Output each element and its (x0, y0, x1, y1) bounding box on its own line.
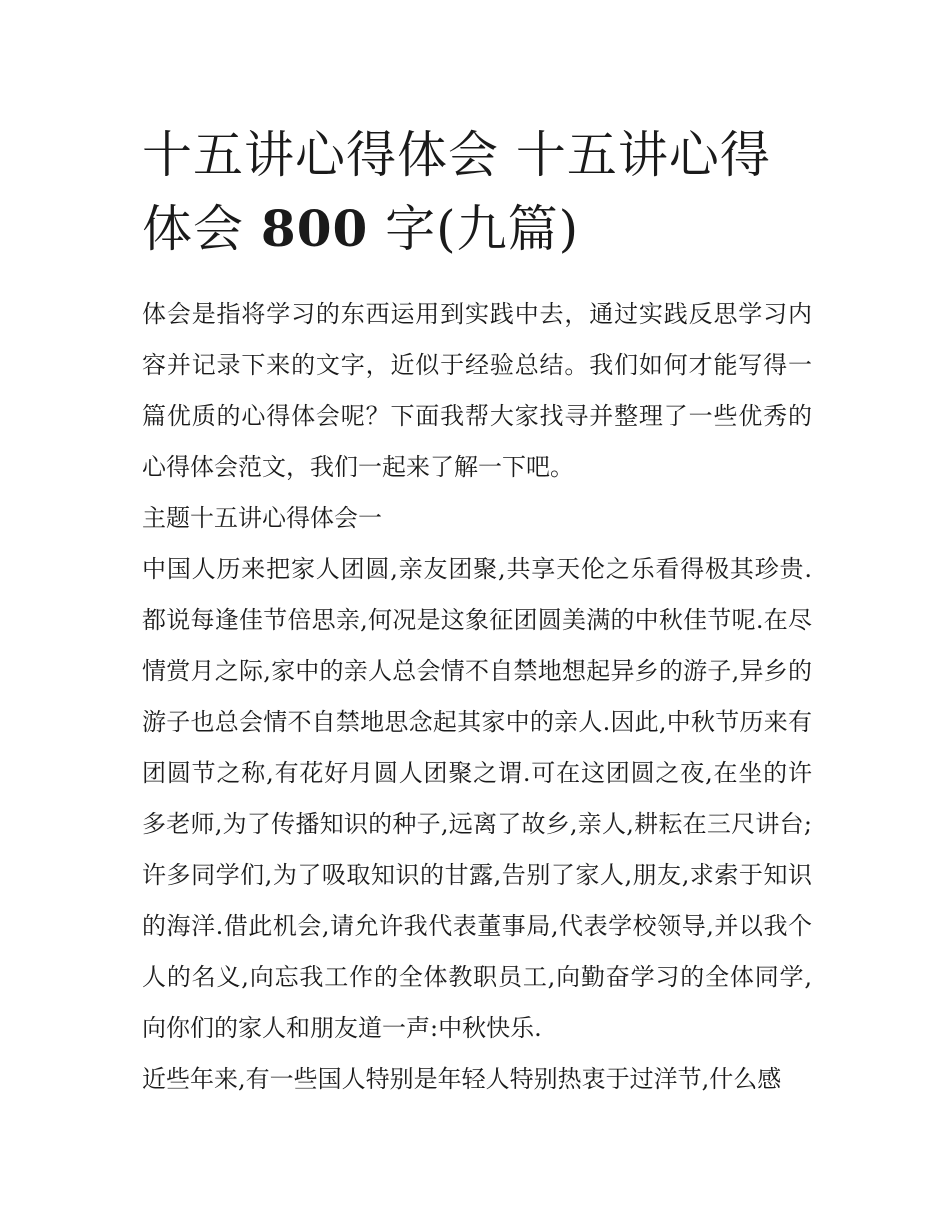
document-page (142, 118, 812, 1105)
body-paragraph-2: 近些年来,有一些国人特别是年轻人特别热衷于过洋节,什么感 (142, 1065, 782, 1093)
title-text-part1: 十五讲心得体会 十五讲心得体会 (142, 126, 771, 258)
body-paragraph-1: 中国人历来把家人团圆,亲友团聚,共享天伦之乐看得极其珍贵.都说每逢佳节倍思亲,何况是这象征团圆美满的中秋佳节呢.在尽情赏月之际,家中的亲人总会情不自禁地想起异乡的游子,异乡的游子也总会情不自禁地思念起其家中的亲人.因此,中秋节历来有团圆节之称,有花好月圆人团聚之谓.可在这团圆之夜,在坐的许多老师,为了传播知识的种子,远离了故乡,亲人,耕耘在三尺讲台;许多同学们,为了吸取知识的甘露,告别了家人,朋友,求索于知识的海洋.借此机会,请允许我代表董事局,代表学校领导,并以我个人的名义,向忘我工作的全体教职员工,向勤奋学习的全体同学,向你们的家人和朋友道一声:中秋快乐. (142, 555, 812, 1042)
title-text-part2: 字(九篇) (368, 200, 580, 258)
intro-paragraph: 体会是指将学习的东西运用到实践中去，通过实践反思学习内容并记录下来的文字，近似于经验总结。我们如何才能写得一篇优质的心得体会呢？下面我帮大家找寻并整理了一些优秀的心得体会范文，我们一起来了解一下吧。 (142, 300, 812, 481)
document-title (142, 118, 812, 266)
title-number: 800 (260, 199, 369, 258)
section-heading: 主题十五讲心得体会一 (142, 504, 382, 532)
